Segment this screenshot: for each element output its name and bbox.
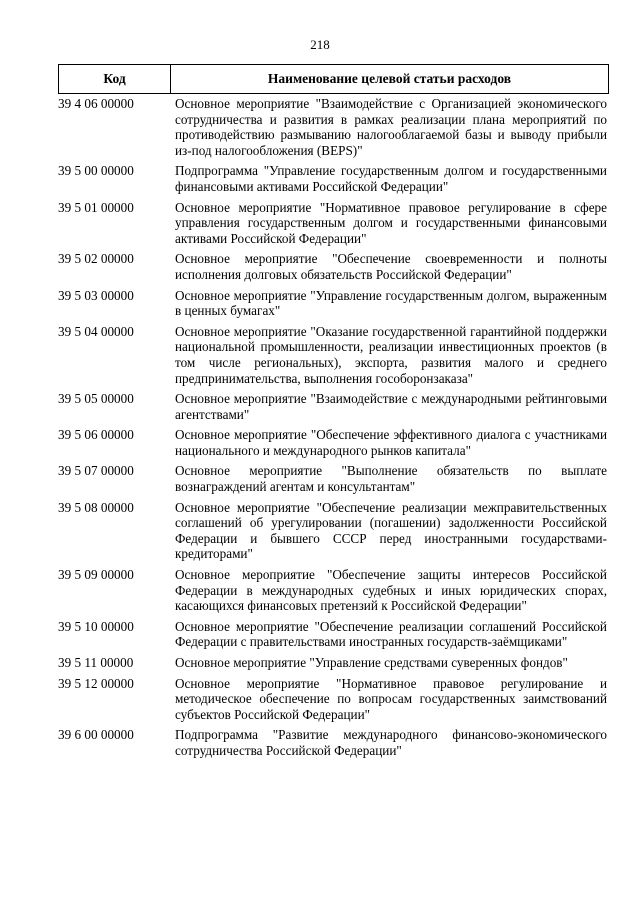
row-name: Подпрограмма "Развитие международного финансово-экономического сотрудничества Российской Федерации"	[175, 727, 607, 758]
row-name: Основное мероприятие "Выполнение обязательств по выплате вознаграждений агентам и консультантам"	[175, 463, 607, 495]
column-header-name: Наименование целевой статьи расходов	[267, 71, 512, 86]
row-name: Основное мероприятие "Взаимодействие с международными рейтинговыми агентствами"	[175, 391, 607, 422]
table-row	[58, 619, 609, 650]
table-row	[58, 288, 609, 319]
table-row	[58, 200, 609, 247]
table-row	[58, 96, 609, 158]
row-code: 39 5 07 00000	[58, 463, 134, 479]
row-code: 39 5 10 00000	[58, 618, 134, 634]
row-code: 39 5 06 00000	[58, 427, 134, 443]
row-name: Основное мероприятие "Обеспечение реализации соглашений Российской Федерации с правительствами иностранных государств-заёмщиками"	[175, 618, 607, 650]
row-code: 39 5 01 00000	[58, 199, 134, 215]
row-name: Основное мероприятие "Взаимодействие с Организацией экономического сотрудничества и развития в рамках реализации плана мероприятий по противодействию размыванию налогооблагаемой базы и выводу прибыли из-под налогообложения (BEPS)"	[175, 96, 607, 158]
table-body	[58, 96, 609, 764]
row-name: Основное мероприятие "Управление средствами суверенных фондов"	[175, 655, 568, 670]
row-name: Основное мероприятие "Оказание государственной гарантийной поддержки национальной промышленности, реализации инвестиционных проектов (в том числе региональных), экспорта, развития малого и среднего предпринимательства, выполнения гособоронзаказа"	[175, 323, 607, 386]
row-code: 39 5 03 00000	[58, 287, 134, 303]
row-name: Основное мероприятие "Обеспечение реализации межправительственных соглашений об урегулировании (погашении) задолженности Российской Федерации и бывшего СССР перед иностранными государствами-кредиторами"	[175, 499, 607, 562]
table-row	[58, 500, 609, 562]
table-row	[58, 391, 609, 422]
row-code: 39 5 05 00000	[58, 391, 134, 407]
row-name: Подпрограмма "Управление государственным долгом и государственными финансовыми активами Российской Федерации"	[175, 163, 607, 194]
table-row	[58, 163, 609, 194]
row-code: 39 5 04 00000	[58, 323, 134, 339]
table-header	[58, 64, 609, 94]
row-code: 39 5 11 00000	[58, 655, 134, 670]
row-name: Основное мероприятие "Управление государственным долгом, выраженным в ценных бумагах"	[175, 287, 607, 319]
column-header-code: Код	[59, 65, 171, 93]
row-code: 39 5 08 00000	[58, 499, 134, 515]
row-name: Основное мероприятие "Нормативное правовое регулирование в сфере управления государственным долгом и государственными финансовыми активами Российской Федерации"	[175, 199, 607, 246]
page-number: 218	[310, 37, 330, 52]
table-row	[58, 427, 609, 458]
row-code: 39 5 02 00000	[58, 251, 134, 267]
table-row	[58, 567, 609, 614]
row-name: Основное мероприятие "Обеспечение эффективного диалога с участниками национального и международного рынков капитала"	[175, 427, 607, 458]
table-row	[58, 727, 609, 758]
row-name: Основное мероприятие "Обеспечение своевременности и полноты исполнения долговых обязательств Российской Федерации"	[175, 251, 607, 282]
row-code: 39 5 12 00000	[58, 675, 134, 691]
row-code: 39 4 06 00000	[58, 96, 134, 111]
table-row	[58, 251, 609, 282]
table-row	[58, 655, 609, 671]
table-row	[58, 463, 609, 494]
row-name: Основное мероприятие "Нормативное правовое регулирование и методическое обеспечение по вопросам государственных заимствований субъектов Российской Федерации"	[175, 675, 607, 722]
row-code: 39 5 09 00000	[58, 567, 134, 583]
row-code: 39 6 00 00000	[58, 727, 134, 743]
table-row	[58, 676, 609, 723]
row-name: Основное мероприятие "Обеспечение защиты интересов Российской Федерации в международных судебных и иных юридических спорах, касающихся финансовых претензий к Российской Федерации"	[175, 567, 607, 614]
row-code: 39 5 00 00000	[58, 163, 134, 179]
table-row	[58, 324, 609, 386]
